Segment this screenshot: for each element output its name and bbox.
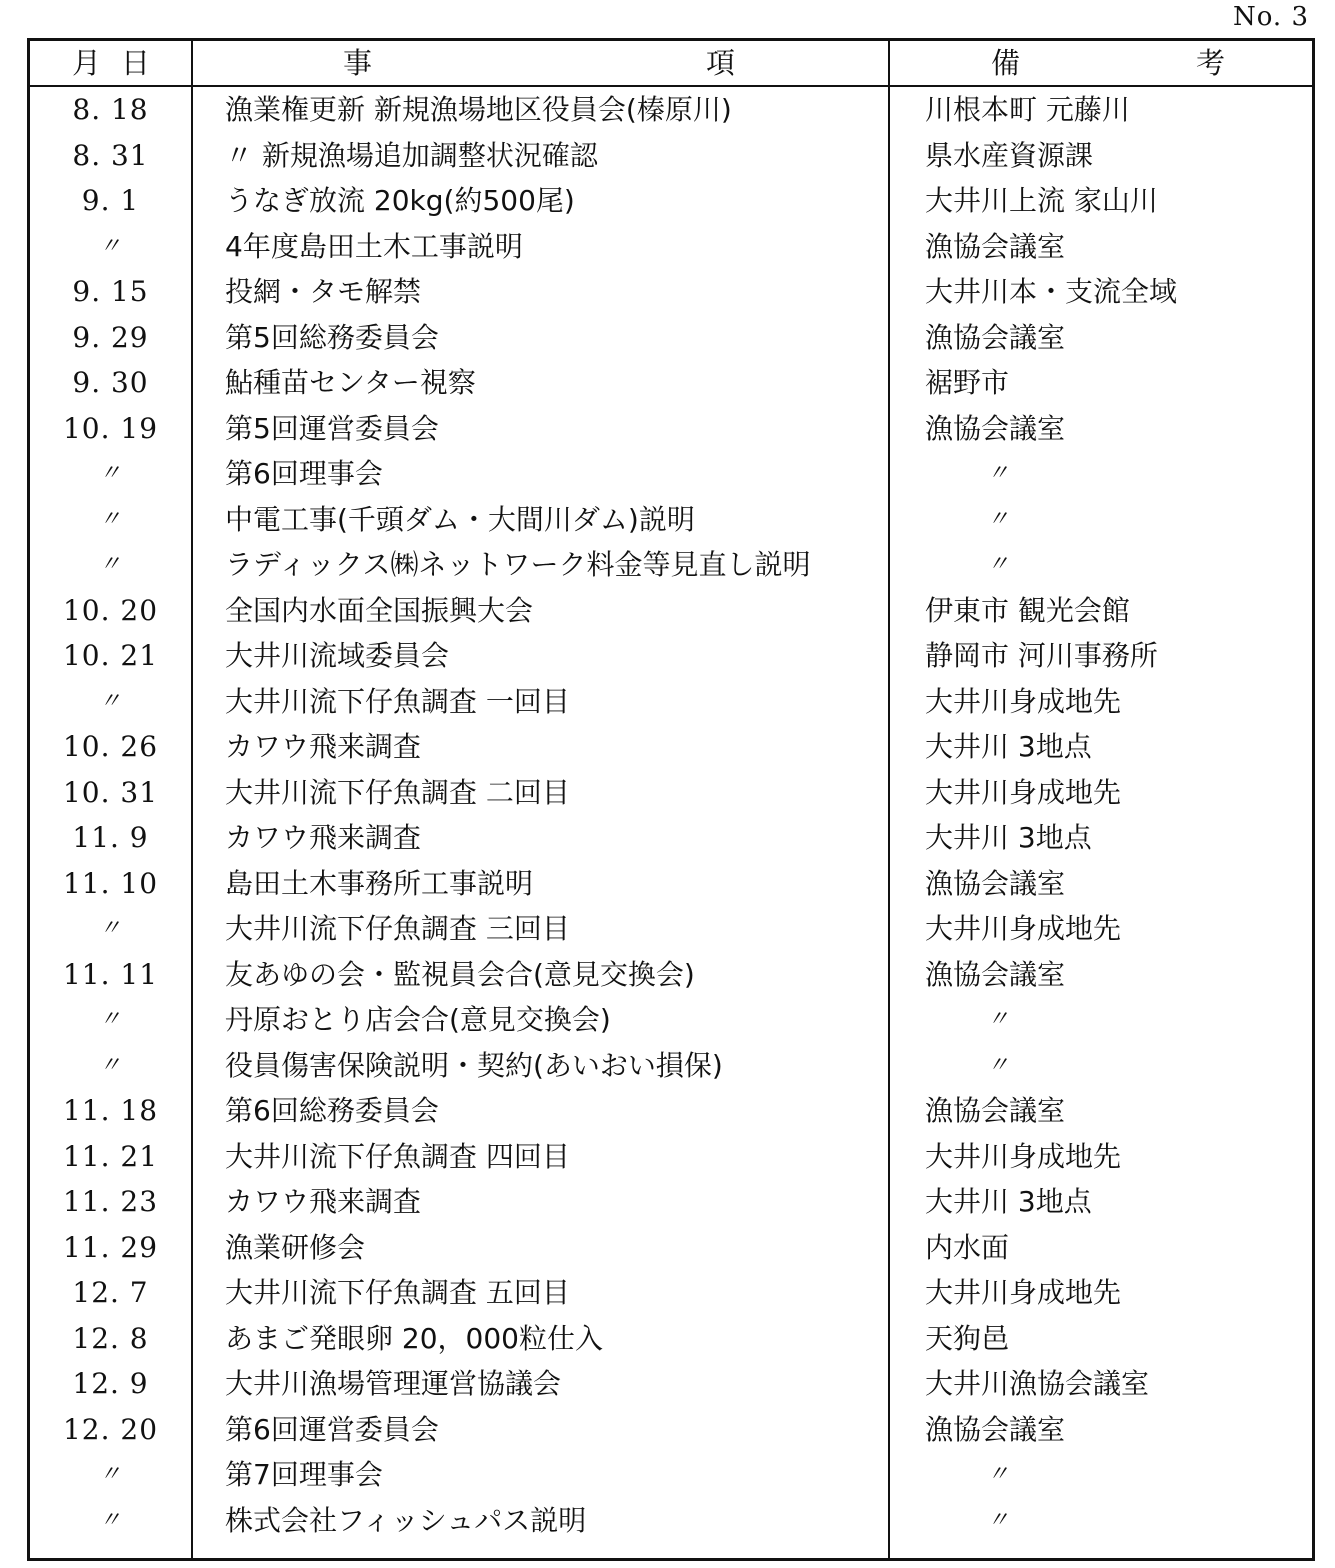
row-item: 4年度島田土木工事説明 bbox=[225, 229, 523, 263]
table-row bbox=[30, 315, 1312, 361]
row-date: 10. 20 bbox=[62, 593, 159, 627]
header-note-char-1: 備 bbox=[991, 46, 1021, 80]
row-date: 9. 29 bbox=[72, 320, 149, 354]
row-note: 漁協会議室 bbox=[925, 411, 1066, 445]
table-row bbox=[30, 588, 1312, 634]
row-note: 大井川身成地先 bbox=[925, 912, 1122, 945]
row-item: 大井川流下仔魚調査 五回目 bbox=[225, 1276, 570, 1309]
row-date: 8. 18 bbox=[72, 93, 149, 126]
row-item: 中電工事(千頭ダム・大間川ダム)説明 bbox=[225, 502, 695, 536]
row-item: 役員傷害保険説明・契約(あいおい損保) bbox=[225, 1048, 723, 1082]
table-row bbox=[30, 1316, 1312, 1362]
row-item: 大井川漁場管理運営協議会 bbox=[225, 1367, 562, 1400]
row-item: 第6回理事会 bbox=[225, 457, 383, 490]
row-item: 大井川流下仔魚調査 四回目 bbox=[225, 1139, 570, 1173]
row-item: 第6回総務委員会 bbox=[225, 1094, 439, 1127]
row-date: 〃 bbox=[98, 233, 122, 259]
row-date: 11. 11 bbox=[62, 957, 159, 991]
row-date: 12. 20 bbox=[62, 1412, 159, 1446]
row-note: 大井川漁協会議室 bbox=[925, 1367, 1150, 1400]
row-note: 大井川 3地点 bbox=[925, 730, 1092, 763]
row-note: 漁協会議室 bbox=[925, 1412, 1066, 1446]
header-note bbox=[991, 41, 1225, 85]
row-note: 〃 bbox=[987, 461, 1010, 486]
row-item: 第5回総務委員会 bbox=[225, 320, 439, 354]
activity-log-table bbox=[27, 38, 1315, 1561]
row-date: 〃 bbox=[98, 552, 122, 577]
table-row bbox=[30, 633, 1312, 679]
table-header bbox=[30, 41, 1312, 87]
row-item: 第5回運営委員会 bbox=[225, 411, 439, 445]
table-row bbox=[30, 997, 1312, 1043]
table-row bbox=[30, 406, 1312, 452]
page-number: No. 3 bbox=[1232, 2, 1309, 32]
row-date: 11. 21 bbox=[62, 1139, 159, 1173]
row-note: 大井川上流 家山川 bbox=[925, 184, 1158, 217]
table-row bbox=[30, 269, 1312, 315]
table-row bbox=[30, 1043, 1312, 1089]
row-date: 9. 1 bbox=[81, 184, 140, 217]
table-row bbox=[30, 815, 1312, 861]
row-note: 漁協会議室 bbox=[925, 957, 1066, 991]
row-item: 全国内水面全国振興大会 bbox=[225, 593, 534, 627]
row-item: ラディックス㈱ネットワーク料金等見直し説明 bbox=[225, 548, 811, 581]
table-row bbox=[30, 1270, 1312, 1316]
row-note: 〃 bbox=[987, 1507, 1010, 1533]
table-row bbox=[30, 178, 1312, 224]
header-note-char-2: 考 bbox=[1195, 46, 1225, 80]
table-row bbox=[30, 133, 1312, 179]
table-row bbox=[30, 451, 1312, 497]
row-date: 10. 21 bbox=[62, 639, 159, 672]
row-note: 大井川本・支流全域 bbox=[925, 275, 1178, 308]
row-note: 裾野市 bbox=[925, 366, 1010, 399]
row-item: 大井川流下仔魚調査 一回目 bbox=[225, 684, 570, 718]
header-item-char-2: 項 bbox=[705, 46, 735, 80]
table-row bbox=[30, 542, 1312, 588]
row-note: 漁協会議室 bbox=[925, 1094, 1066, 1127]
table-row bbox=[30, 1225, 1312, 1271]
row-note: 〃 bbox=[987, 1462, 1010, 1487]
table-row bbox=[30, 87, 1312, 133]
row-date: 11. 9 bbox=[72, 821, 149, 854]
table-row bbox=[30, 724, 1312, 770]
row-item: あまご発眼卵 20，000粒仕入 bbox=[225, 1321, 603, 1355]
row-note: 川根本町 元藤川 bbox=[925, 93, 1130, 126]
table-row bbox=[30, 1088, 1312, 1134]
row-note: 大井川 3地点 bbox=[925, 821, 1092, 854]
table-row bbox=[30, 1361, 1312, 1407]
row-note: 伊東市 観光会館 bbox=[925, 593, 1130, 627]
table-row bbox=[30, 360, 1312, 406]
row-date: 10. 26 bbox=[62, 730, 159, 763]
row-note: 〃 bbox=[987, 552, 1010, 577]
row-date: 〃 bbox=[98, 916, 122, 941]
row-date: 〃 bbox=[98, 1052, 122, 1078]
row-item: 漁業権更新 新規漁場地区役員会(榛原川) bbox=[225, 93, 732, 126]
row-date: 〃 bbox=[98, 506, 122, 532]
table-row bbox=[30, 497, 1312, 543]
row-item: 友あゆの会・監視員会合(意見交換会) bbox=[225, 957, 695, 991]
row-item: 大井川流下仔魚調査 二回目 bbox=[225, 775, 570, 809]
row-date: 12. 7 bbox=[72, 1276, 149, 1309]
row-item: 漁業研修会 bbox=[225, 1230, 366, 1264]
row-date: 〃 bbox=[98, 1007, 122, 1032]
row-item: 島田土木事務所工事説明 bbox=[225, 866, 534, 900]
row-note: 静岡市 河川事務所 bbox=[925, 639, 1158, 672]
row-date: 8. 31 bbox=[72, 138, 149, 172]
row-item: 鮎種苗センター視察 bbox=[225, 366, 476, 399]
row-note: 県水産資源課 bbox=[925, 138, 1094, 172]
row-date: 11. 29 bbox=[62, 1230, 159, 1264]
row-note: 〃 bbox=[987, 1052, 1010, 1078]
table-row bbox=[30, 1452, 1312, 1498]
row-note: 内水面 bbox=[925, 1230, 1010, 1264]
table-body bbox=[30, 87, 1312, 1543]
table-row bbox=[30, 861, 1312, 907]
row-date: 11. 23 bbox=[62, 1185, 159, 1218]
row-date: 〃 bbox=[98, 1507, 122, 1533]
header-date-char-2: 日 bbox=[120, 46, 150, 80]
table-row bbox=[30, 770, 1312, 816]
header-item-char-1: 事 bbox=[343, 46, 373, 80]
row-item: 株式会社フィッシュパス説明 bbox=[225, 1503, 587, 1537]
row-item: 投網・タモ解禁 bbox=[225, 275, 422, 308]
row-date: 12. 9 bbox=[72, 1367, 149, 1400]
row-note: 〃 bbox=[987, 1007, 1010, 1032]
table-row bbox=[30, 1134, 1312, 1180]
row-date: 10. 19 bbox=[62, 411, 159, 445]
row-item: カワウ飛来調査 bbox=[225, 1185, 422, 1218]
row-date: 11. 18 bbox=[62, 1094, 159, 1127]
row-date: 〃 bbox=[98, 1462, 122, 1487]
row-item: 大井川流域委員会 bbox=[225, 639, 450, 672]
row-item: 大井川流下仔魚調査 三回目 bbox=[225, 912, 570, 945]
row-note: 〃 bbox=[987, 506, 1010, 532]
row-date: 11. 10 bbox=[62, 866, 159, 900]
row-item: うなぎ放流 20kg(約500尾) bbox=[225, 184, 575, 217]
row-date: 9. 30 bbox=[72, 366, 149, 399]
table-row bbox=[30, 679, 1312, 725]
row-note: 漁協会議室 bbox=[925, 229, 1066, 263]
table-row bbox=[30, 906, 1312, 952]
row-date: 10. 31 bbox=[62, 775, 159, 809]
row-note: 大井川身成地先 bbox=[925, 775, 1122, 809]
row-note: 大井川身成地先 bbox=[925, 1139, 1122, 1173]
row-date: 12. 8 bbox=[72, 1321, 149, 1355]
row-note: 天狗邑 bbox=[925, 1321, 1010, 1355]
row-date: 〃 bbox=[98, 688, 122, 714]
table-row bbox=[30, 1179, 1312, 1225]
row-note: 大井川 3地点 bbox=[925, 1185, 1092, 1218]
table-row bbox=[30, 1498, 1312, 1544]
row-note: 大井川身成地先 bbox=[925, 684, 1122, 718]
row-note: 漁協会議室 bbox=[925, 866, 1066, 900]
table-row bbox=[30, 224, 1312, 270]
table-row bbox=[30, 952, 1312, 998]
row-item: カワウ飛来調査 bbox=[225, 730, 422, 763]
header-date-char-1: 月 bbox=[72, 46, 102, 80]
row-item: カワウ飛来調査 bbox=[225, 821, 422, 854]
row-item: 丹原おとり店会合(意見交換会) bbox=[225, 1003, 611, 1036]
row-date: 9. 15 bbox=[72, 275, 149, 308]
row-note: 大井川身成地先 bbox=[925, 1276, 1122, 1309]
header-date bbox=[72, 41, 150, 85]
row-note: 漁協会議室 bbox=[925, 320, 1066, 354]
table-row bbox=[30, 1407, 1312, 1453]
header-item bbox=[343, 41, 735, 85]
row-item: 〃 新規漁場追加調整状況確認 bbox=[225, 138, 598, 172]
row-item: 第7回理事会 bbox=[225, 1458, 383, 1491]
row-date: 〃 bbox=[98, 461, 122, 486]
row-item: 第6回運営委員会 bbox=[225, 1412, 439, 1446]
